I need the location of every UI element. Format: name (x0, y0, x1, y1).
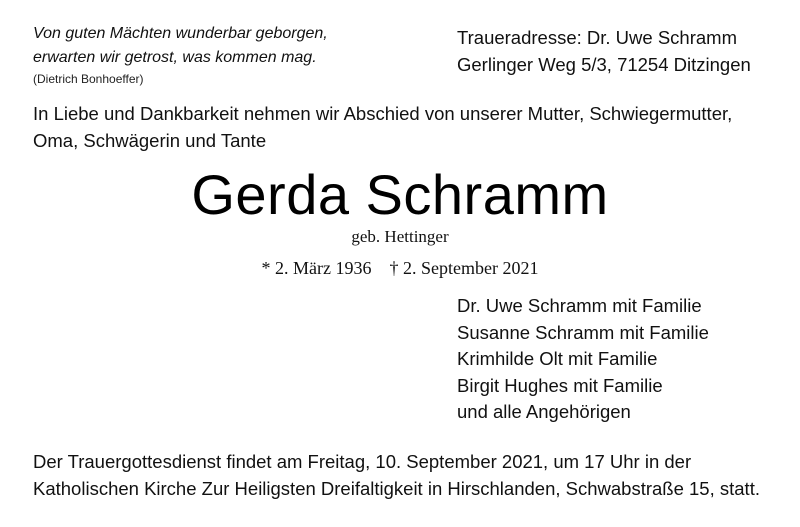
intro-line-2: Oma, Schwägerin und Tante (33, 130, 267, 151)
mourning-address (457, 24, 787, 78)
mourner-item: Krimhilde Olt mit Familie (457, 348, 658, 369)
death-date: † 2. September 2021 (389, 258, 539, 278)
maiden-name: geb. Hettinger (351, 227, 449, 246)
address-line-1: Traueradresse: Dr. Uwe Schramm (457, 27, 737, 48)
mourner-item: Susanne Schramm mit Familie (457, 321, 709, 343)
mourners-list (457, 293, 777, 426)
funeral-service-info (33, 448, 783, 502)
quote-author: (Dietrich Bonhoeffer) (33, 72, 144, 86)
mourner-item: Birgit Hughes mit Familie (457, 374, 663, 396)
mourner-item: Dr. Uwe Schramm mit Familie (457, 295, 702, 316)
address-line-2: Gerlinger Weg 5/3, 71254 Ditzingen (457, 54, 751, 75)
quote-line-2: erwarten wir getrost, was kommen mag. (33, 49, 317, 66)
quote-line-1: Von guten Mächten wunderbar geborgen, (33, 25, 328, 42)
intro-text (33, 100, 783, 154)
birth-date: * 2. März 1936 (261, 258, 372, 278)
mourner-item: und alle Angehörigen (457, 401, 631, 422)
memorial-quote (33, 22, 393, 88)
deceased-name: Gerda Schramm (191, 163, 609, 226)
service-line-1: Der Trauergottesdienst findet am Freitag, 10. September 2021, um 17 Uhr in der (33, 451, 692, 472)
intro-line-1: In Liebe und Dankbarkeit nehmen wir Abschied von unserer Mutter, Schwiegermutter, (33, 103, 733, 124)
life-dates (0, 256, 800, 280)
service-line-2: Katholischen Kirche Zur Heiligsten Dreifaltigkeit in Hirschlanden, Schwabstraße 15, statt. (33, 478, 760, 499)
